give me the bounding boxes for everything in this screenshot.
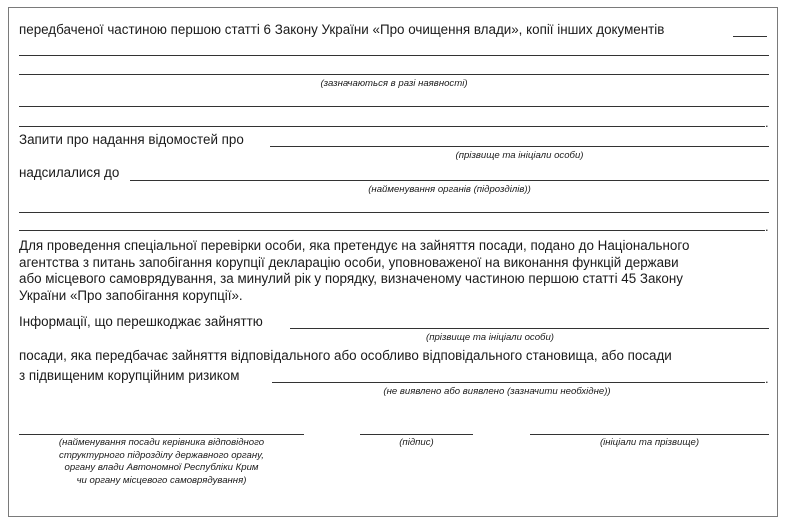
documents-hint: (зазначаються в разі наявності) (320, 78, 468, 89)
paragraph-line: Для проведення спеціальної перевірки особи, яка претендує на зайняття посади, подано до Національного (19, 238, 690, 253)
paragraph-line: або місцевого самоврядування, за минулий рік у порядку, визначеному частиною першою статті 45 Закону (19, 271, 683, 286)
period-mark-2: . (765, 219, 769, 234)
period-mark: . (765, 115, 769, 130)
paragraph-line: України «Про запобігання корупції». (19, 287, 243, 303)
head-position-hint-line: структурного підрозділу державного органу, (59, 449, 264, 461)
documents-blank-line-4[interactable] (19, 106, 769, 107)
documents-text: передбаченої частиною першою статті 6 Закону України «Про очищення влади», копії інших документів (19, 22, 665, 37)
info-person-line[interactable] (290, 328, 769, 329)
name-line[interactable] (530, 434, 769, 435)
head-position-hint-line: чи органу місцевого самоврядування) (76, 474, 247, 486)
info-label: Інформації, що перешкоджає зайняттю (19, 314, 263, 329)
signature-hint: (підпис) (399, 437, 434, 448)
documents-blank-line-5[interactable] (19, 126, 765, 127)
bodies-hint: (найменування органів (підрозділів)) (368, 184, 531, 195)
head-position-hint-line: органу влади Автономної Республіки Крим (64, 462, 259, 474)
sent-to-label: надсилалися до (19, 165, 120, 180)
documents-blank-line[interactable] (733, 36, 767, 37)
documents-blank-line-2[interactable] (19, 55, 769, 56)
head-position-hint (19, 437, 304, 487)
position-text: посади, яка передбачає зайняття відповідального або особливо відповідального становища, або посади (19, 348, 672, 363)
sent-to-line-2[interactable] (19, 212, 769, 213)
period-mark-3: . (765, 371, 769, 386)
requests-person-line[interactable] (270, 146, 769, 147)
requests-label: Запити про надання відомостей про (19, 132, 244, 147)
found-hint: (не виявлено або виявлено (зазначити необхідне)) (383, 386, 611, 397)
risk-label: з підвищеним корупційним ризиком (19, 368, 240, 383)
person-hint-2: (прізвище та ініціали особи) (426, 332, 554, 343)
documents-blank-line-3[interactable] (19, 74, 769, 75)
risk-result-line[interactable] (272, 382, 765, 383)
sent-to-line-3[interactable] (19, 230, 765, 231)
name-hint: (ініціали та прізвище) (599, 437, 700, 448)
signature-line[interactable] (360, 434, 473, 435)
head-position-line[interactable] (19, 434, 304, 435)
head-position-hint-line: (найменування посади керівника відповідного (58, 437, 265, 448)
paragraph-line: агентства з питань запобігання корупції декларацію особи, уповноваженої на виконання функцій держави (19, 254, 679, 270)
sent-to-line[interactable] (130, 180, 769, 181)
person-hint: (прізвище та ініціали особи) (455, 150, 584, 161)
declaration-paragraph (19, 238, 767, 304)
